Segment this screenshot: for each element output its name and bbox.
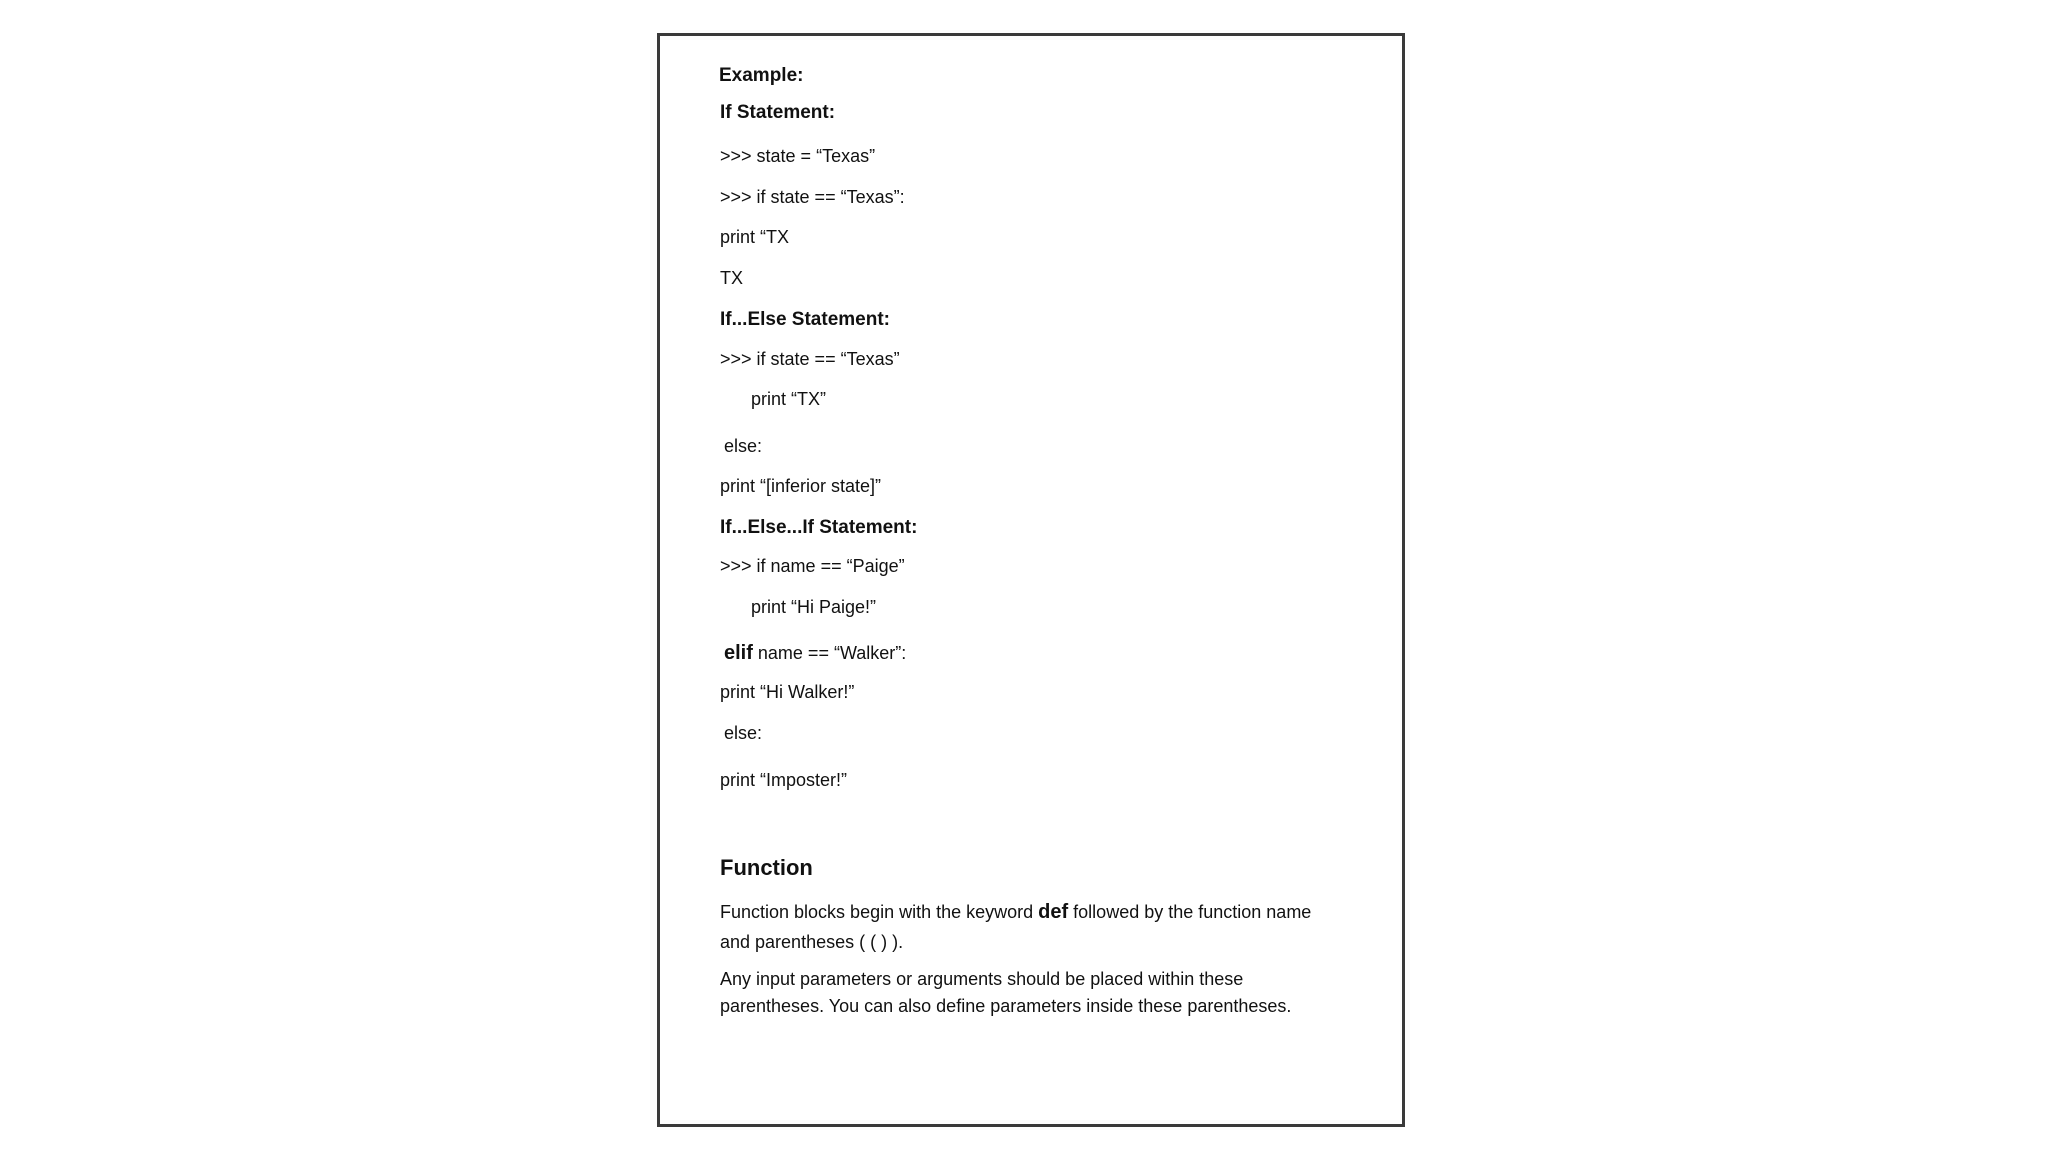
code-line: >>> if state == “Texas” xyxy=(720,349,900,369)
document-page xyxy=(657,33,1405,1127)
output-line: TX xyxy=(720,268,744,288)
if-statement-heading: If Statement: xyxy=(720,102,836,123)
code-line: >>> state = “Texas” xyxy=(720,146,876,166)
code-line: >>> if state == “Texas”: xyxy=(720,187,905,207)
function-heading: Function xyxy=(720,855,813,880)
code-line: print “Imposter!” xyxy=(720,770,848,790)
elif-condition: name == “Walker”: xyxy=(752,643,907,663)
paragraph-text: followed by the function name xyxy=(1068,902,1312,922)
function-paragraph-line: and parentheses ( ( ) ). xyxy=(720,932,904,952)
paragraph-text: Function blocks begin with the keyword xyxy=(720,902,1039,922)
code-line: else: xyxy=(724,436,763,456)
function-paragraph-line: parentheses. You can also define parameters inside these parentheses. xyxy=(720,996,1292,1016)
code-line: >>> if name == “Paige” xyxy=(720,556,905,576)
function-paragraph-line xyxy=(720,900,1311,924)
if-else-if-statement-heading: If...Else...If Statement: xyxy=(720,517,918,538)
code-line: print “TX xyxy=(720,227,790,247)
code-line: print “[inferior state]” xyxy=(720,476,882,496)
def-keyword: def xyxy=(1038,901,1069,923)
code-line: else: xyxy=(724,723,763,743)
example-label: Example: xyxy=(719,65,804,86)
function-paragraph-line: Any input parameters or arguments should be placed within these xyxy=(720,969,1244,989)
code-line-elif xyxy=(724,641,906,665)
if-else-statement-heading: If...Else Statement: xyxy=(720,309,890,330)
elif-keyword: elif xyxy=(724,642,753,664)
code-line: print “Hi Paige!” xyxy=(751,597,877,617)
code-line: print “Hi Walker!” xyxy=(720,682,855,702)
code-line: print “TX” xyxy=(751,389,827,409)
